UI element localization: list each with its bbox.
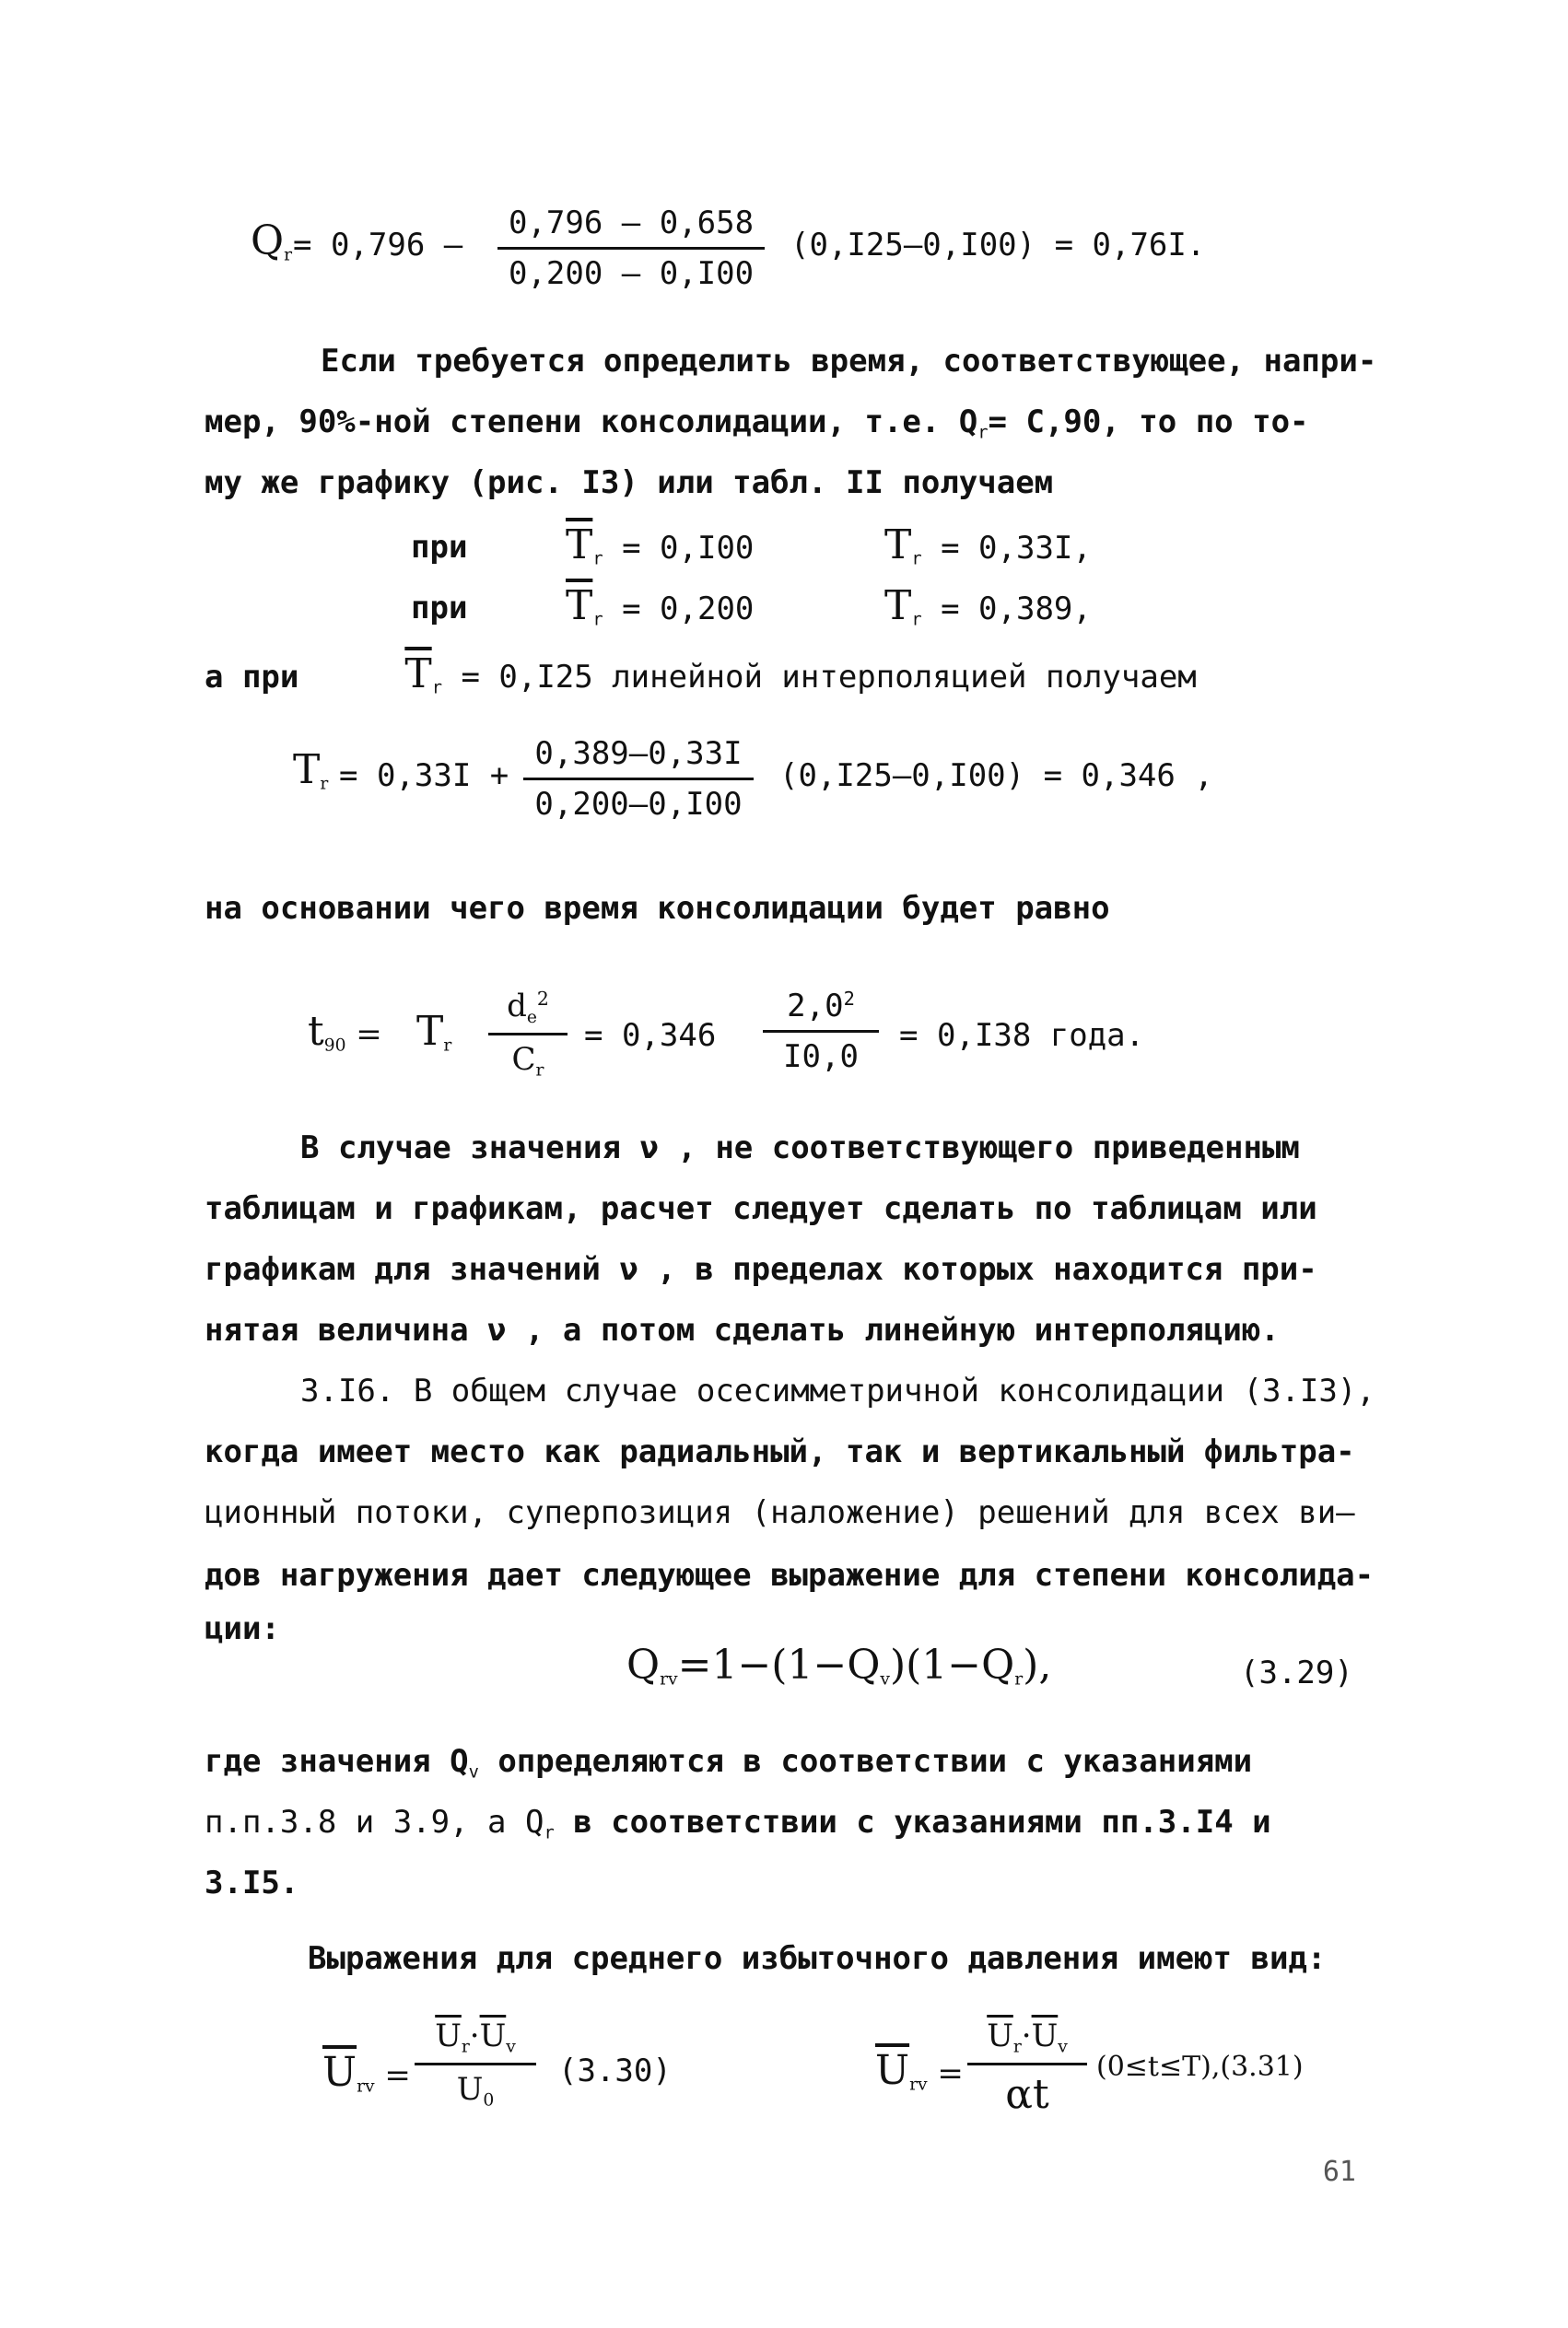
eq1-tail: (0,I25–0,I00) = 0,76I. <box>790 227 1206 263</box>
eq6-lhs: $\overline{U}_{rv}$ = <box>875 2047 964 2095</box>
eq2-denominator: 0,200–0,I00 <box>534 786 743 823</box>
row1-a: $\overline{T}_r = 0,I00$ <box>566 521 755 569</box>
eq2-numerator: 0,389–0,33I <box>534 735 743 772</box>
eq2-lhs: $T_r$ <box>293 746 329 794</box>
eq2-tail: (0,I25–0,I00) = 0,346 , <box>779 757 1213 794</box>
row1-when: при <box>411 529 468 566</box>
eq5-lhs: $\overline{U}_{rv}$ = <box>322 2049 411 2097</box>
eq1-rhs-pre: = 0,796 – <box>293 227 463 263</box>
eq3-mid: = 0,346 <box>584 1017 717 1054</box>
p3-line-2: таблицам и графикам, расчет следует сделать по таблицам или <box>205 1190 1317 1227</box>
row1-b: $T_r = 0,33I$, <box>884 521 1092 569</box>
eq5-fraction: $\overline{U}_r\cdot\overline{U}_v$ $U_0$ <box>415 2018 536 2110</box>
row2-a: $\overline{T}_r = 0,200$ <box>566 582 755 630</box>
p3-line-1: В случае значения ν , не соответствующего приведенным <box>300 1129 1300 1166</box>
p5-line-2: п.п.3.8 и 3.9, а $Q_r$ в соответствии с указаниями пп.3.I4 и <box>205 1804 1271 1843</box>
eq1-lhs: $Q_r$ <box>251 217 293 265</box>
row2-when: при <box>411 590 468 626</box>
p2-line: на основании чего время консолидации будет равно <box>205 890 1110 927</box>
p1-line-1: Если требуется определить время, соответствующее, напри- <box>321 343 1377 380</box>
page-number: 61 <box>1322 2156 1356 2188</box>
p1-line-2: мер, 90%-ной степени консолидации, т.е. $Q_r= С,90$, то по то- <box>205 404 1309 443</box>
p4-line-3: ционный потоки, суперпозиция (наложение) решений для всех ви— <box>205 1494 1355 1531</box>
eq3-fraction-2: $2,0^2$ I0,0 <box>763 988 879 1075</box>
eq2-rhs-pre: = 0,33I + <box>339 757 509 794</box>
eq3-T: $T_r$ <box>416 1008 452 1056</box>
eq6-fraction: $\overline{U}_r\cdot\overline{U}_v$ αt <box>967 2018 1087 2118</box>
p5-line-1: где значения $Q_v$ определяются в соответствии с указаниями <box>205 1743 1253 1783</box>
line-a-pri: а при $\overline{T}_r = 0,I25$ линейной интерполяцией получаем <box>205 650 1197 698</box>
p4-line-4: дов нагружения дает следующее выражение для степени консолида- <box>205 1557 1375 1594</box>
eq5-label: (3.30) <box>558 2053 672 2089</box>
eq1-fraction-bar <box>497 247 765 250</box>
eq3-fraction-1: $d_e^2$ $C_r$ <box>488 988 568 1080</box>
eq3-tail: = 0,I38 года. <box>899 1017 1145 1054</box>
p6-line: Выражения для среднего избыточного давления имеют вид: <box>308 1940 1327 1977</box>
eq4-label: (3.29) <box>1240 1655 1353 1691</box>
p3-line-3: графикам для значений ν , в пределах которых находится при- <box>205 1251 1317 1288</box>
p4-line-2: когда имеет место как радиальный, так и вертикальный фильтра- <box>205 1433 1355 1470</box>
row2-b: $T_r = 0,389$, <box>884 582 1092 630</box>
p5-line-3: 3.I5. <box>205 1865 299 1901</box>
p1-line-3: му же графику (рис. I3) или табл. II получаем <box>205 464 1054 501</box>
eq1-denominator: 0,200 – 0,I00 <box>508 255 755 292</box>
p3-line-4: нятая величина ν , а потом сделать линейную интерполяцию. <box>205 1312 1280 1349</box>
p4-line-5: ции: <box>205 1610 280 1647</box>
eq2-fraction-bar <box>523 778 754 780</box>
eq1-fraction <box>497 205 765 292</box>
p4-line-1: 3.I6. В общем случае осесимметричной консолидации (3.I3), <box>300 1373 1375 1410</box>
eq2-fraction <box>523 735 754 823</box>
eq3-lhs: $t_{90}$ = <box>308 1008 382 1056</box>
eq4-expression: $Q_{rv}=1-(1-Q_v)(1-Q_r)$, <box>626 1642 1052 1690</box>
eq6-condition: (0≤t≤T),(3.31) <box>1096 2051 1304 2083</box>
eq1-numerator: 0,796 – 0,658 <box>508 205 755 241</box>
